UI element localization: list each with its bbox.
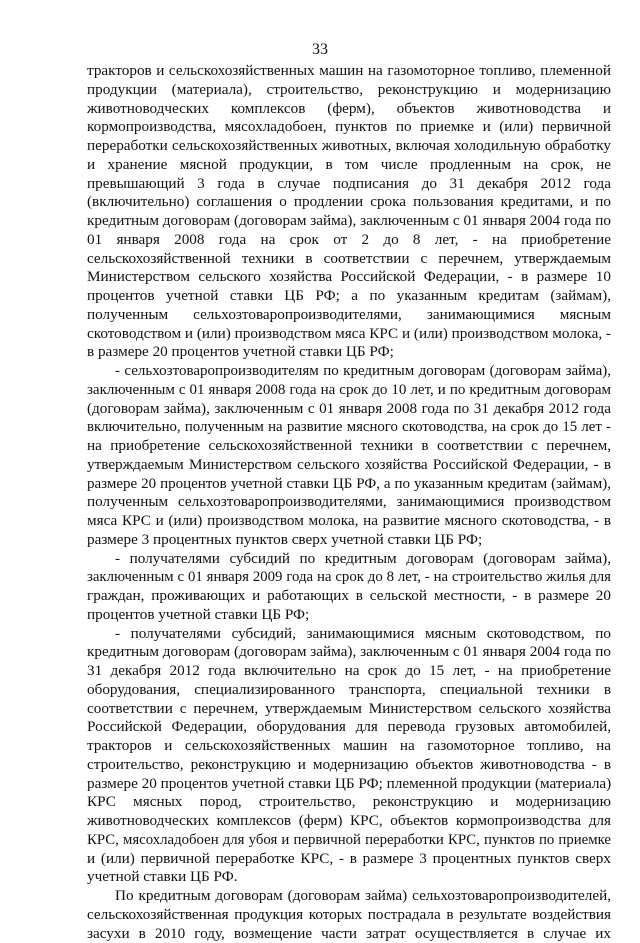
text-line: (включительно) соглашения о продлении срока пользования кредитами, и по (87, 193, 611, 212)
text-line: утверждаемым Министерством сельского хозяйства Российской Федерации, - в (87, 456, 611, 475)
text-line: тракторов и сельскохозяйственных машин на газомоторное топливо, племенной (87, 62, 611, 81)
text-line: и (или) первичной переработке КРС, - в размере 3 процентных пунктов сверх (87, 850, 611, 869)
text-line: процентов учетной ставки ЦБ РФ; (87, 606, 611, 625)
text-line: в размере 20 процентов учетной ставки ЦБ РФ; (87, 343, 611, 362)
text-line: засухи в 2010 году, возмещение части затрат осуществляется в случае их (87, 925, 611, 943)
text-line: - получателями субсидий, занимающимися мясным скотоводством, по (87, 625, 611, 644)
body-text (87, 62, 611, 943)
text-line: включительно, полученным на развитие мясного скотоводства, на срок до 15 лет - (87, 418, 611, 437)
text-line: строительство, реконструкцию и модернизацию объектов животноводства - в (87, 756, 611, 775)
text-line: и хранение мясной продукции, в том числе продленным на срок, не (87, 156, 611, 175)
text-line: процентов учетной ставки ЦБ РФ; а по указанным кредитам (займам), (87, 287, 611, 306)
text-line: граждан, проживающих и работающих в сельской местности, - в размере 20 (87, 587, 611, 606)
text-line: заключенным с 01 января 2008 года на срок до 10 лет, и по кредитным договорам (87, 381, 611, 400)
text-line: продукции (материала), строительство, реконструкцию и модернизацию (87, 81, 611, 100)
text-line: полученным сельхозтоваропроизводителями, занимающимися мясным (87, 306, 611, 325)
text-line: мяса КРС и (или) производством молока, на развитие мясного скотоводства, - в (87, 512, 611, 531)
text-line: животноводческих комплексов (ферм) КРС, объектов кормопроизводства для (87, 812, 611, 831)
text-line: (договорам займа), заключенным с 01 января 2008 года по 31 декабря 2012 года (87, 400, 611, 419)
text-line: размере 20 процентов учетной ставки ЦБ РФ; племенной продукции (материала) (87, 775, 611, 794)
text-line: размере 3 процентных пунктов сверх учетной ставки ЦБ РФ; (87, 531, 611, 550)
text-line: оборудования, специализированного транспорта, специальной техники в (87, 681, 611, 700)
text-line: По кредитным договорам (договорам займа) сельхозтоваропроизводителей, (87, 887, 611, 906)
text-line: сельскохозяйственной техники в соответствии с перечнем, утверждаемым (87, 250, 611, 269)
text-line: полученным сельхозтоваропроизводителями, занимающимися производством (87, 493, 611, 512)
text-line: превышающий 3 года в случае подписания до 31 декабря 2012 года (87, 175, 611, 194)
text-line: учетной ставки ЦБ РФ. (87, 868, 611, 887)
text-line: Министерством сельского хозяйства Российской Федерации, - в размере 10 (87, 268, 611, 287)
text-line: тракторов и сельскохозяйственных машин на газомоторное топливо, на (87, 737, 611, 756)
text-line: 31 декабря 2012 года включительно на срок до 15 лет, - на приобретение (87, 662, 611, 681)
text-line: размере 20 процентов учетной ставки ЦБ РФ, а по указанным кредитам (займам), (87, 475, 611, 494)
text-line: КРС, мясохладобоен для убоя и первичной переработки КРС, пунктов по приемке (87, 831, 611, 850)
text-line: Российской Федерации, оборудования для перевода грузовых автомобилей, (87, 718, 611, 737)
text-line: кормопроизводства, мясохладобоен, пунктов по приемке и (или) первичной (87, 118, 611, 137)
text-line: заключенным с 01 января 2009 года на срок до 8 лет, - на строительство жилья для (87, 568, 611, 587)
text-line: кредитным договорам (договорам займа), заключенным с 01 января 2004 года по (87, 643, 611, 662)
text-line: животноводческих комплексов (ферм), объектов животноводства и (87, 100, 611, 119)
text-line: КРС мясных пород, строительство, реконструкцию и модернизацию (87, 793, 611, 812)
text-line: 01 января 2008 года на срок от 2 до 8 лет, - на приобретение (87, 231, 611, 250)
text-line: - получателями субсидий по кредитным договорам (договорам займа), (87, 550, 611, 569)
text-line: кредитным договорам (договорам займа), заключенным с 01 января 2004 года по (87, 212, 611, 231)
page-number: 33 (0, 40, 640, 60)
text-line: переработки сельскохозяйственных животных, включая холодильную обработку (87, 137, 611, 156)
text-line: соответствии с перечнем, утверждаемым Министерством сельского хозяйства (87, 700, 611, 719)
text-line: скотоводством и (или) производством мяса КРС и (или) производством молока, - (87, 325, 611, 344)
text-line: сельскохозяйственная продукция которых пострадала в результате воздействия (87, 906, 611, 925)
text-line: на приобретение сельскохозяйственной техники в соответствии с перечнем, (87, 437, 611, 456)
text-line: - сельхозтоваропроизводителям по кредитным договорам (договорам займа), (87, 362, 611, 381)
